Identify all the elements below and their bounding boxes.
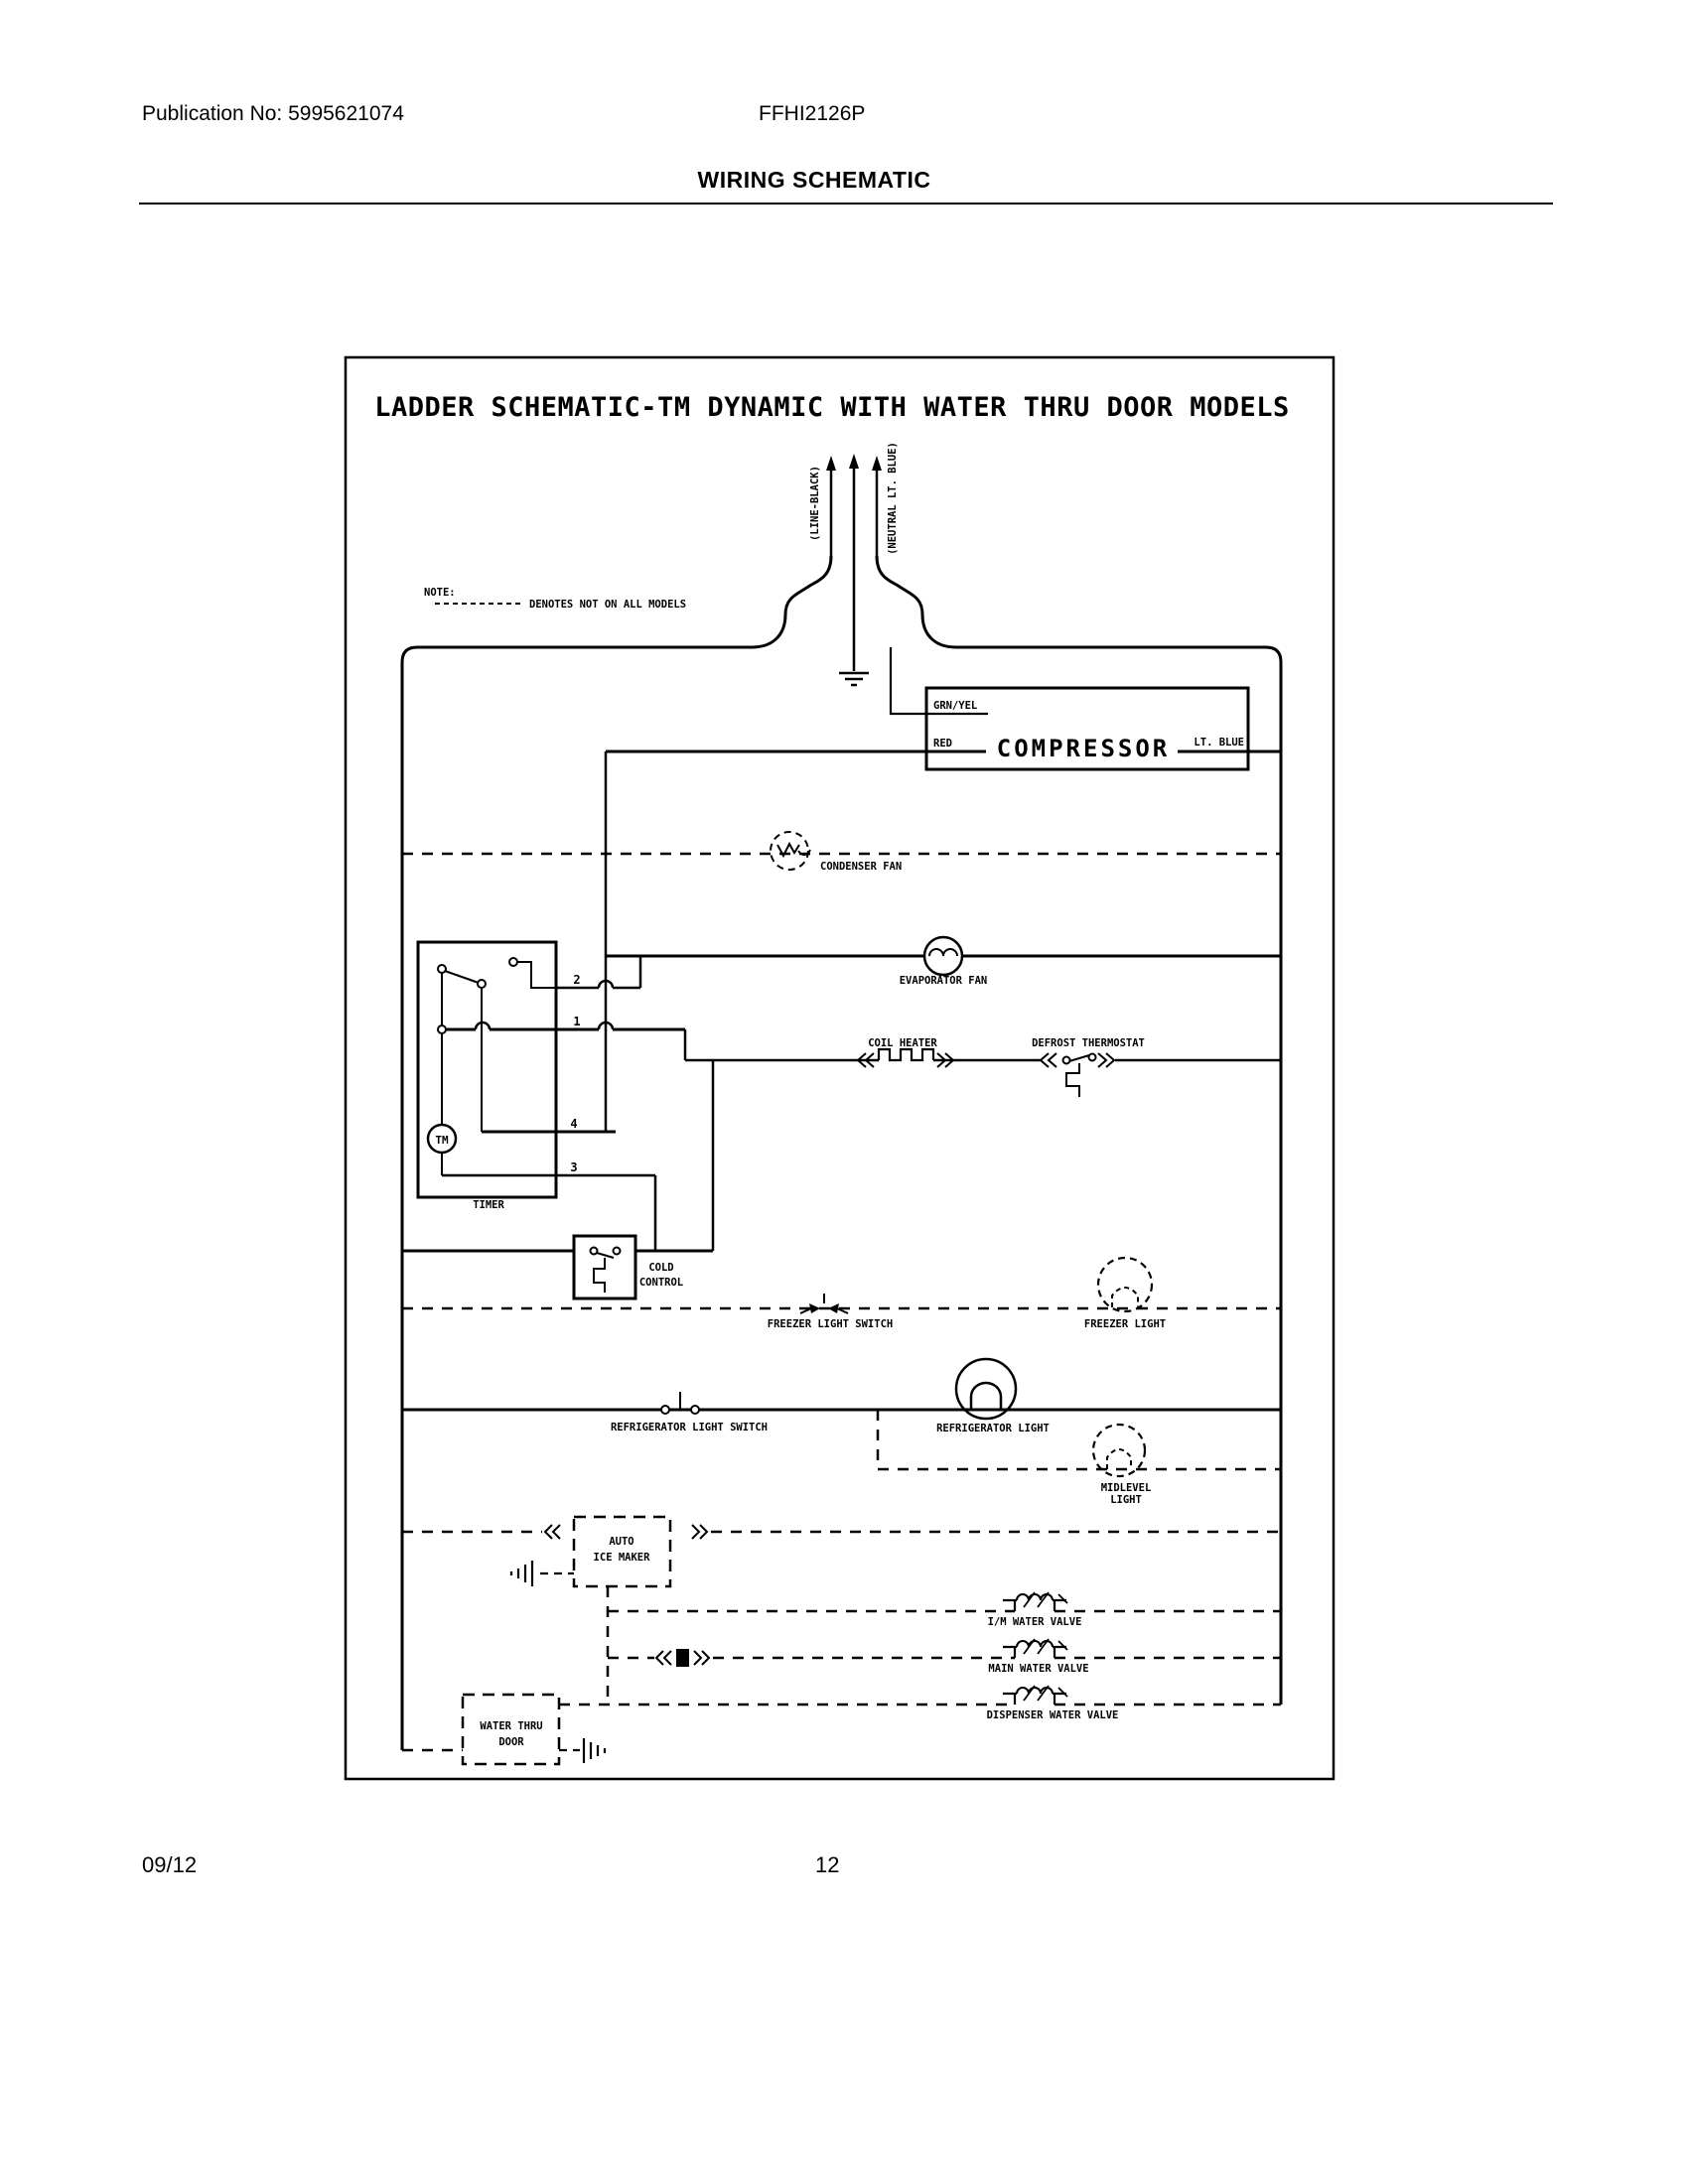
refrigerator-light-switch-label: REFRIGERATOR LIGHT SWITCH [610,1422,769,1433]
cold-control [574,1236,683,1298]
freezer-light [1084,1258,1166,1330]
contact-icon [691,1406,699,1414]
compressor-label: COMPRESSOR [996,735,1171,762]
coil-heater [858,1037,953,1067]
evaporator-fan-coils [929,949,957,956]
heater-element-icon [879,1049,933,1060]
note-text: DENOTES NOT ON ALL MODELS [529,599,687,611]
freezer-light-label: FREEZER LIGHT [1083,1318,1167,1330]
model-number: FFHI2126P [759,102,866,125]
compressor [926,688,1248,769]
contact-icon [591,1248,598,1255]
footer-date: 09/12 [142,1852,198,1877]
timer [418,942,581,1211]
power-arrow-icons [826,454,882,471]
evaporator-fan [900,937,988,987]
evaporator-fan-label: EVAPORATOR FAN [899,975,988,987]
im-water-valve [988,1592,1082,1628]
bulb-filament [1112,1288,1138,1307]
timer-terminal-3: 3 [570,1160,578,1174]
publication-number: Publication No: 5995621074 [142,102,404,125]
thermostat-blade-and-bulb [1066,1055,1089,1097]
bulb-filament [971,1383,1001,1410]
ground-symbol-icon [584,1738,605,1763]
auto-ice-maker [511,1517,707,1586]
solid-wires [402,454,1281,1750]
compressor-run-wire-label: RED [933,738,952,750]
neutral-label: (NEUTRAL LT. BLUE) [887,442,899,555]
ground-symbol-icon [511,1561,532,1586]
footer-page-number: 12 [815,1852,840,1877]
compressor-ground-wire-label: GRN/YEL [933,700,978,712]
condenser-fan [771,832,902,873]
timer-terminal-2: 2 [573,973,581,987]
condenser-fan-motor-icon [771,832,808,870]
timer-label: TIMER [473,1199,504,1211]
midlevel-light-label-line2: LIGHT [1110,1494,1142,1506]
contact-icon [661,1406,669,1414]
timer-terminal-1: 1 [573,1015,581,1028]
timer-internal-wires [442,962,556,1175]
water-thru-door-label-line1: WATER THRU [480,1720,543,1732]
midlevel-light-label-line1: MIDLEVEL [1100,1482,1152,1494]
page-title: WIRING SCHEMATIC [697,167,931,193]
water-thru-door-label-line2: DOOR [498,1736,524,1748]
note [424,587,686,611]
freezer-light-bulb-icon [1098,1258,1152,1311]
condenser-fan-label: CONDENSER FAN [820,861,903,873]
contact-icon [1063,1057,1070,1064]
midlevel-light [1093,1425,1151,1506]
timer-box [418,942,556,1197]
connector-block-icon [676,1649,689,1667]
refrigerator-light-label: REFRIGERATOR LIGHT [936,1423,1050,1434]
ice-maker-label-line1: AUTO [609,1536,634,1548]
bulb-filament [1107,1449,1131,1469]
cold-control-label-line2: CONTROL [638,1277,684,1289]
refrigerator-light [936,1359,1050,1434]
timer-terminal-4: 4 [570,1117,578,1131]
connector-chevrons-icon [1041,1053,1114,1067]
diagram-title: LADDER SCHEMATIC-TM DYNAMIC WITH WATER THRU DOOR MODELS [374,392,1290,423]
main-water-valve-label: MAIN WATER VALVE [988,1663,1089,1675]
freezer-light-switch [768,1294,893,1330]
ice-maker-label-line2: ICE MAKER [593,1552,650,1564]
dispenser-water-valve-label: DISPENSER WATER VALVE [986,1709,1119,1721]
switch-actuator [800,1294,848,1313]
contact-icon [438,1025,446,1033]
defrost-thermostat-label: DEFROST THERMOSTAT [1032,1037,1145,1049]
defrost-thermostat [1032,1037,1145,1097]
line-black-label: (LINE-BLACK) [809,466,821,541]
contact-icon [509,958,517,966]
im-water-valve-label: I/M WATER VALVE [987,1616,1082,1628]
contact-icon [438,965,446,973]
contact-icon [614,1248,621,1255]
freezer-light-switch-label: FREEZER LIGHT SWITCH [767,1318,894,1330]
cold-control-blade-and-bulb [594,1253,614,1293]
condenser-fan-glyph [777,844,810,856]
timer-motor-label: TM [435,1134,449,1147]
coil-heater-label: COIL HEATER [868,1037,937,1049]
contact-icon [1089,1054,1096,1061]
compressor-neutral-wire-label: LT. BLUE [1194,737,1244,749]
note-label: NOTE: [424,587,456,599]
diagram-border [346,357,1334,1779]
valve-stubs [1003,1647,1066,1658]
valve-stubs [1003,1600,1066,1611]
cold-control-label-line1: COLD [648,1262,674,1274]
refrigerator-light-switch [611,1392,768,1433]
valve-stubs [1003,1694,1066,1705]
contact-icon [478,980,486,988]
